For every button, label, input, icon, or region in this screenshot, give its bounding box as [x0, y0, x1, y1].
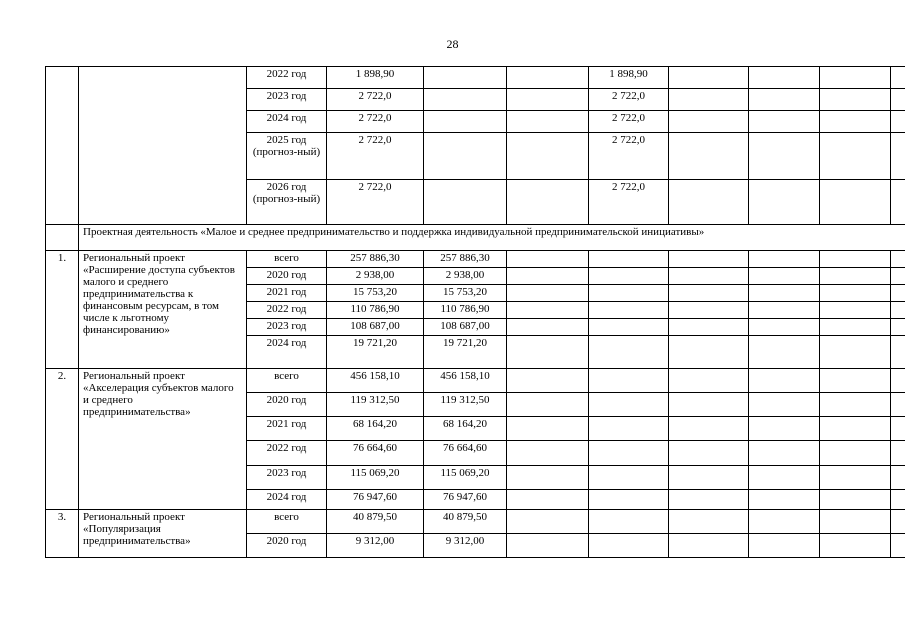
regional-cell: 257 886,30: [424, 251, 507, 268]
year-cell: 2024 год: [247, 111, 327, 133]
regional-cell: 9 312,00: [424, 534, 507, 558]
period-cell: 2021 год: [247, 285, 327, 302]
period-cell: 2022 год: [247, 302, 327, 319]
regional-cell: 456 158,10: [424, 369, 507, 393]
regional-cell: 40 879,50: [424, 510, 507, 534]
regional-cell: 19 721,20: [424, 336, 507, 369]
regional-cell: 76 947,60: [424, 490, 507, 510]
period-cell: 2022 год: [247, 441, 327, 466]
section-title: Проектная деятельность «Малое и среднее предпринимательство и поддержка индивидуальной предпринимательской инициативы»: [79, 225, 905, 251]
total-cell: 76 664,60: [327, 441, 424, 466]
total-cell: 115 069,20: [327, 466, 424, 490]
period-cell: 2021 год: [247, 417, 327, 441]
total-cell: 9 312,00: [327, 534, 424, 558]
project-name: Региональный проект «Популяризация предпринимательства»: [79, 510, 247, 558]
total-cell: 456 158,10: [327, 369, 424, 393]
value-cell: 2 722,0: [589, 89, 669, 111]
period-cell: всего: [247, 510, 327, 534]
total-cell: 15 753,20: [327, 285, 424, 302]
value-cell: 1 898,90: [589, 67, 669, 89]
period-cell: 2023 год: [247, 466, 327, 490]
total-cell: 76 947,60: [327, 490, 424, 510]
project-number: 2.: [46, 369, 79, 510]
regional-cell: 115 069,20: [424, 466, 507, 490]
page-number: 28: [446, 37, 459, 51]
total-cell: 110 786,90: [327, 302, 424, 319]
regional-cell: 110 786,90: [424, 302, 507, 319]
name-cell: [79, 67, 247, 225]
table-row: [46, 251, 905, 268]
project-number: 1.: [46, 251, 79, 369]
period-cell: 2020 год: [247, 393, 327, 417]
total-cell: 68 164,20: [327, 417, 424, 441]
period-cell: всего: [247, 251, 327, 268]
total-cell: 19 721,20: [327, 336, 424, 369]
table-row: [46, 67, 905, 89]
value-cell: 2 722,0: [589, 180, 669, 225]
total-cell: 40 879,50: [327, 510, 424, 534]
year-cell: 2025 год (прогноз-ный): [247, 133, 327, 180]
year-cell: 2023 год: [247, 89, 327, 111]
period-cell: 2020 год: [247, 534, 327, 558]
period-cell: всего: [247, 369, 327, 393]
period-cell: 2020 год: [247, 268, 327, 285]
total-cell: 119 312,50: [327, 393, 424, 417]
regional-cell: 76 664,60: [424, 441, 507, 466]
section-row: [46, 225, 905, 251]
period-cell: 2024 год: [247, 336, 327, 369]
total-cell: 2 722,0: [327, 133, 424, 180]
value-cell: 2 722,0: [589, 111, 669, 133]
project-number: 3.: [46, 510, 79, 558]
total-cell: 2 722,0: [327, 89, 424, 111]
total-cell: 108 687,00: [327, 319, 424, 336]
period-cell: 2024 год: [247, 490, 327, 510]
number-cell: [46, 67, 79, 225]
total-cell: 2 722,0: [327, 111, 424, 133]
regional-cell: 108 687,00: [424, 319, 507, 336]
value-cell: 2 722,0: [589, 133, 669, 180]
regional-cell: 68 164,20: [424, 417, 507, 441]
table-row: [46, 369, 905, 393]
project-name: Региональный проект «Акселерация субъектов малого и среднего предпринимательства»: [79, 369, 247, 510]
regional-cell: 2 938,00: [424, 268, 507, 285]
regional-cell: 119 312,50: [424, 393, 507, 417]
total-cell: 1 898,90: [327, 67, 424, 89]
year-cell: 2026 год (прогноз-ный): [247, 180, 327, 225]
period-cell: 2023 год: [247, 319, 327, 336]
total-cell: 2 938,00: [327, 268, 424, 285]
total-cell: 2 722,0: [327, 180, 424, 225]
table-row: [46, 510, 905, 534]
total-cell: 257 886,30: [327, 251, 424, 268]
budget-table: [45, 66, 905, 558]
year-cell: 2022 год: [247, 67, 327, 89]
regional-cell: 15 753,20: [424, 285, 507, 302]
project-name: Региональный проект «Расширение доступа субъектов малого и среднего предпринимательства к финансовым ресурсам, в том числе к льготному финансированию»: [79, 251, 247, 369]
